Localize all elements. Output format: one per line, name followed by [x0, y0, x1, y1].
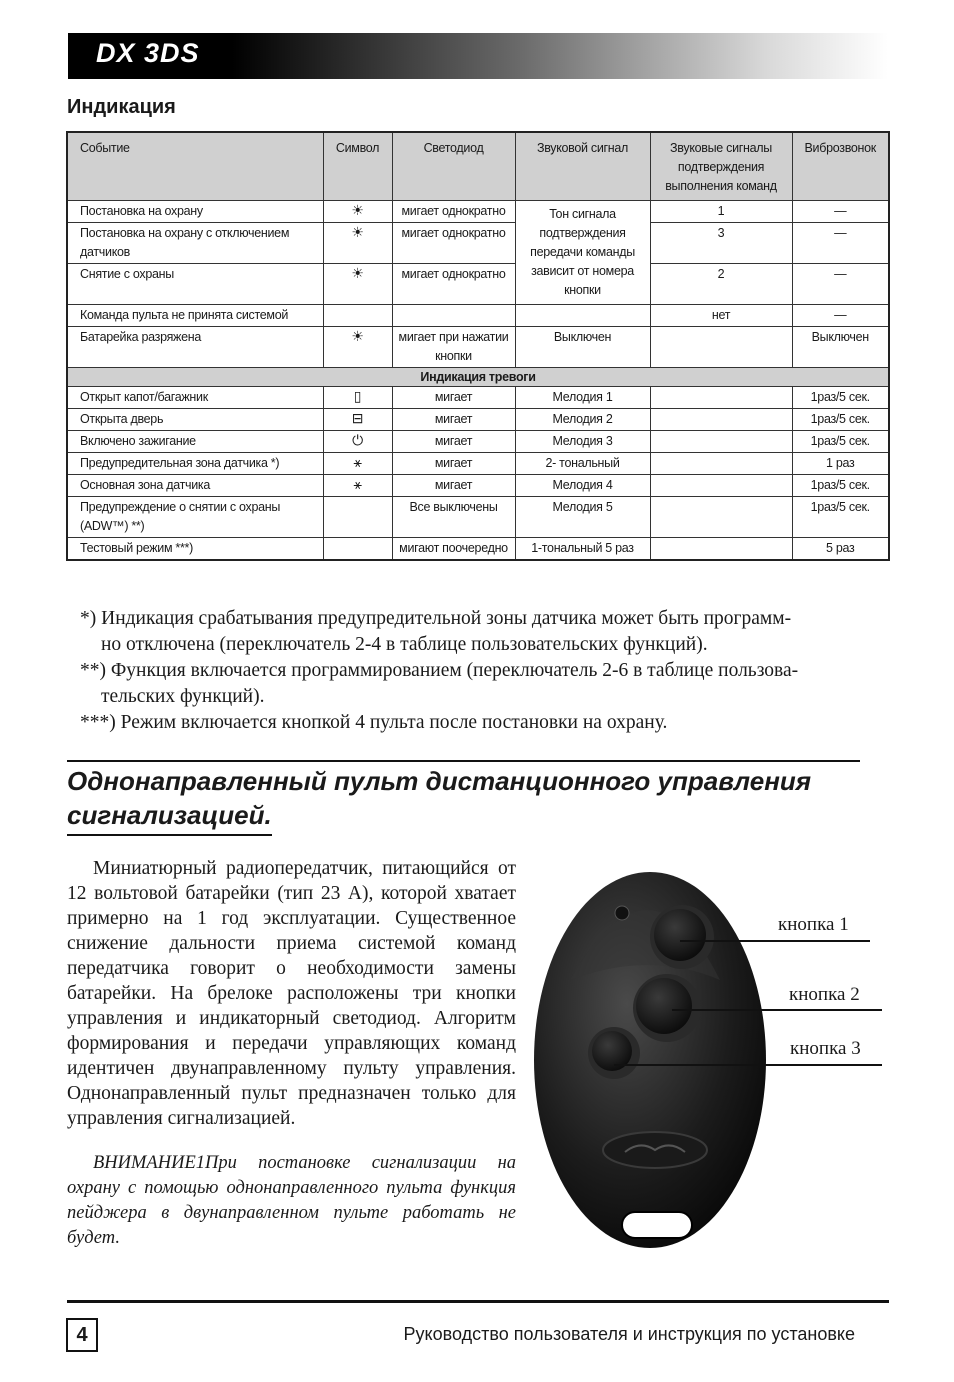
confirm-cell	[650, 327, 792, 368]
event-cell: Открыт капот/багажник	[67, 387, 323, 409]
confirm-cell	[650, 387, 792, 409]
led-cell: мигает однократно	[392, 223, 515, 264]
symbol-cell	[323, 264, 392, 305]
event-cell: Постановка на охрану с отключением датчиков	[67, 223, 323, 264]
footer-rule	[67, 1300, 889, 1303]
symbol-cell	[323, 387, 392, 409]
led-cell: мигает однократно	[392, 264, 515, 305]
remote-description	[67, 856, 516, 1251]
button-2-label: кнопка 2	[789, 984, 860, 1005]
table-row	[67, 453, 889, 475]
confirm-cell	[650, 497, 792, 538]
table-row	[67, 431, 889, 453]
footnote-3: ***) Режим включается кнопкой 4 пульта после постановки на охрану.	[80, 712, 668, 733]
col-header-vibro: Виброзвонок	[792, 132, 889, 201]
indication-table	[66, 131, 890, 561]
symbol-cell	[323, 538, 392, 561]
event-cell: Постановка на охрану	[67, 201, 323, 223]
model-title: DX 3DS	[96, 38, 200, 68]
vibro-cell: Выключен	[792, 327, 889, 368]
symbol-cell	[323, 409, 392, 431]
table-row	[67, 387, 889, 409]
led-cell: мигает	[392, 387, 515, 409]
ignition-icon: ⏻	[352, 432, 363, 448]
symbol-cell	[323, 475, 392, 497]
remote-heading-line2: сигнализацией.	[67, 798, 272, 836]
confirm-cell: нет	[650, 305, 792, 327]
event-cell: Предупреждение о снятии с охраны (ADW™) **)	[67, 497, 323, 538]
confirm-cell	[650, 409, 792, 431]
button-1-label: кнопка 1	[778, 914, 849, 935]
sound-cell: Мелодия 5	[515, 497, 650, 538]
table-row	[67, 305, 889, 327]
button-3-label: кнопка 3	[790, 1038, 861, 1059]
led-cell: Все выключены	[392, 497, 515, 538]
sound-cell: Выключен	[515, 327, 650, 368]
confirm-cell	[650, 453, 792, 475]
table-header-row	[67, 132, 889, 201]
confirm-cell	[650, 431, 792, 453]
led-cell: мигает	[392, 475, 515, 497]
symbol-cell	[323, 327, 392, 368]
table-row	[67, 475, 889, 497]
vibro-cell: 1 раз	[792, 453, 889, 475]
page-number: 4	[66, 1318, 98, 1352]
vibro-cell: 1раз/5 сек.	[792, 497, 889, 538]
merged-sound-cell: Тон сигнала подтверждения передачи команды зависит от номера кнопки	[515, 201, 650, 305]
led-cell: мигает однократно	[392, 201, 515, 223]
vibro-cell: —	[792, 201, 889, 223]
col-header-confirm: Звуковые сигналы подтверждения выполнения команд	[650, 132, 792, 201]
sound-cell: 1-тональный 5 раз	[515, 538, 650, 561]
remote-paragraph: Миниатюрный радиопередатчик, питающийся от 12 вольтовой батарейки (тип 23 А), которой хватает примерно на 1 год эксплуатации. Существенное снижение дальности приема системой команд передатчика говорит о необходимости замены батарейки. На брелоке расположены три кнопки управления и индикаторный светодиод. Алгоритм формирования и передачи управляющих команд идентичен двунаправленному пульту управления. Однонаправленный пульт предназначен только для управления сигнализацией.	[67, 858, 516, 1129]
event-cell: Основная зона датчика	[67, 475, 323, 497]
table-row	[67, 201, 889, 223]
col-header-led: Светодиод	[392, 132, 515, 201]
led-cell: мигает	[392, 409, 515, 431]
sound-cell: Мелодия 2	[515, 409, 650, 431]
col-header-event: Событие	[67, 132, 323, 201]
footnotes	[80, 606, 890, 736]
sound-cell: Мелодия 1	[515, 387, 650, 409]
led-cell: мигает	[392, 431, 515, 453]
remote-heading	[67, 764, 887, 836]
event-cell: Снятие с охраны	[67, 264, 323, 305]
confirm-cell: 3	[650, 223, 792, 264]
section-heading: Индикация	[67, 96, 176, 118]
event-cell: Команда пульта не принята системой	[67, 305, 323, 327]
alarm-section-title: Индикация тревоги	[67, 368, 889, 387]
symbol-cell	[323, 201, 392, 223]
event-cell: Предупредительная зона датчика *)	[67, 453, 323, 475]
alarm-section-row	[67, 368, 889, 387]
remote-warning: ВНИМАНИЕ1При постановке сигнализации на охрану с помощью однонаправленного пульта функция пейджера в двунаправленном пульте работать не будет.	[67, 1153, 516, 1248]
footnote-2-cont: тельских функций).	[101, 686, 265, 707]
sun-icon: ☀	[351, 202, 364, 218]
sun-icon: ☀	[351, 265, 364, 281]
table-row	[67, 264, 889, 305]
sound-cell: Мелодия 4	[515, 475, 650, 497]
symbol-cell	[323, 497, 392, 538]
vibro-cell: 1раз/5 сек.	[792, 387, 889, 409]
confirm-cell: 2	[650, 264, 792, 305]
callout-line-2	[672, 1009, 882, 1011]
sound-cell: 2- тональный	[515, 453, 650, 475]
door-icon: ⊟	[351, 410, 364, 426]
table-row	[67, 223, 889, 264]
symbol-cell	[323, 305, 392, 327]
sun-icon: ☀	[351, 328, 364, 344]
event-cell: Открыта дверь	[67, 409, 323, 431]
sound-cell: Мелодия 3	[515, 431, 650, 453]
confirm-cell	[650, 475, 792, 497]
footnote-2: **) Функция включается программированием (переключатель 2-6 в таблице пользова-	[80, 660, 799, 681]
shock-sensor-icon: ⚹	[353, 476, 362, 492]
callout-line-3	[614, 1064, 882, 1066]
table-row	[67, 538, 889, 561]
symbol-cell	[323, 453, 392, 475]
vibro-cell: —	[792, 264, 889, 305]
vibro-cell: 5 раз	[792, 538, 889, 561]
symbol-cell	[323, 223, 392, 264]
footnote-1-cont: но отключена (переключатель 2-4 в таблице пользовательских функций).	[101, 634, 708, 655]
sun-icon: ☀	[351, 224, 364, 240]
callout-line-1	[680, 940, 870, 942]
led-cell	[392, 305, 515, 327]
col-header-symbol: Символ	[323, 132, 392, 201]
confirm-cell: 1	[650, 201, 792, 223]
vibro-cell: —	[792, 305, 889, 327]
col-header-sound: Звуковой сигнал	[515, 132, 650, 201]
symbol-cell	[323, 431, 392, 453]
event-cell: Батарейка разряжена	[67, 327, 323, 368]
vibro-cell: 1раз/5 сек.	[792, 475, 889, 497]
confirm-cell	[650, 538, 792, 561]
footnote-1: *) Индикация срабатывания предупредительной зоны датчика может быть программ-	[80, 608, 792, 629]
key-fob-image	[530, 860, 790, 1260]
event-cell: Тестовый режим ***)	[67, 538, 323, 561]
hood-trunk-icon: ▯	[353, 388, 362, 404]
led-cell: мигает при нажатии кнопки	[392, 327, 515, 368]
heading-rule	[67, 760, 860, 762]
led-cell: мигает	[392, 453, 515, 475]
footer-text: Руководство пользователя и инструкция по установке	[403, 1324, 855, 1344]
table-row	[67, 327, 889, 368]
event-cell: Включено зажигание	[67, 431, 323, 453]
table-row	[67, 409, 889, 431]
table-row	[67, 497, 889, 538]
vibro-cell: 1раз/5 сек.	[792, 409, 889, 431]
sound-cell	[515, 305, 650, 327]
remote-heading-line1: Однонаправленный пульт дистанционного управления	[67, 766, 812, 796]
led-cell: мигают поочередно	[392, 538, 515, 561]
vibro-cell: 1раз/5 сек.	[792, 431, 889, 453]
vibro-cell: —	[792, 223, 889, 264]
shock-sensor-icon: ⚹	[353, 454, 362, 470]
